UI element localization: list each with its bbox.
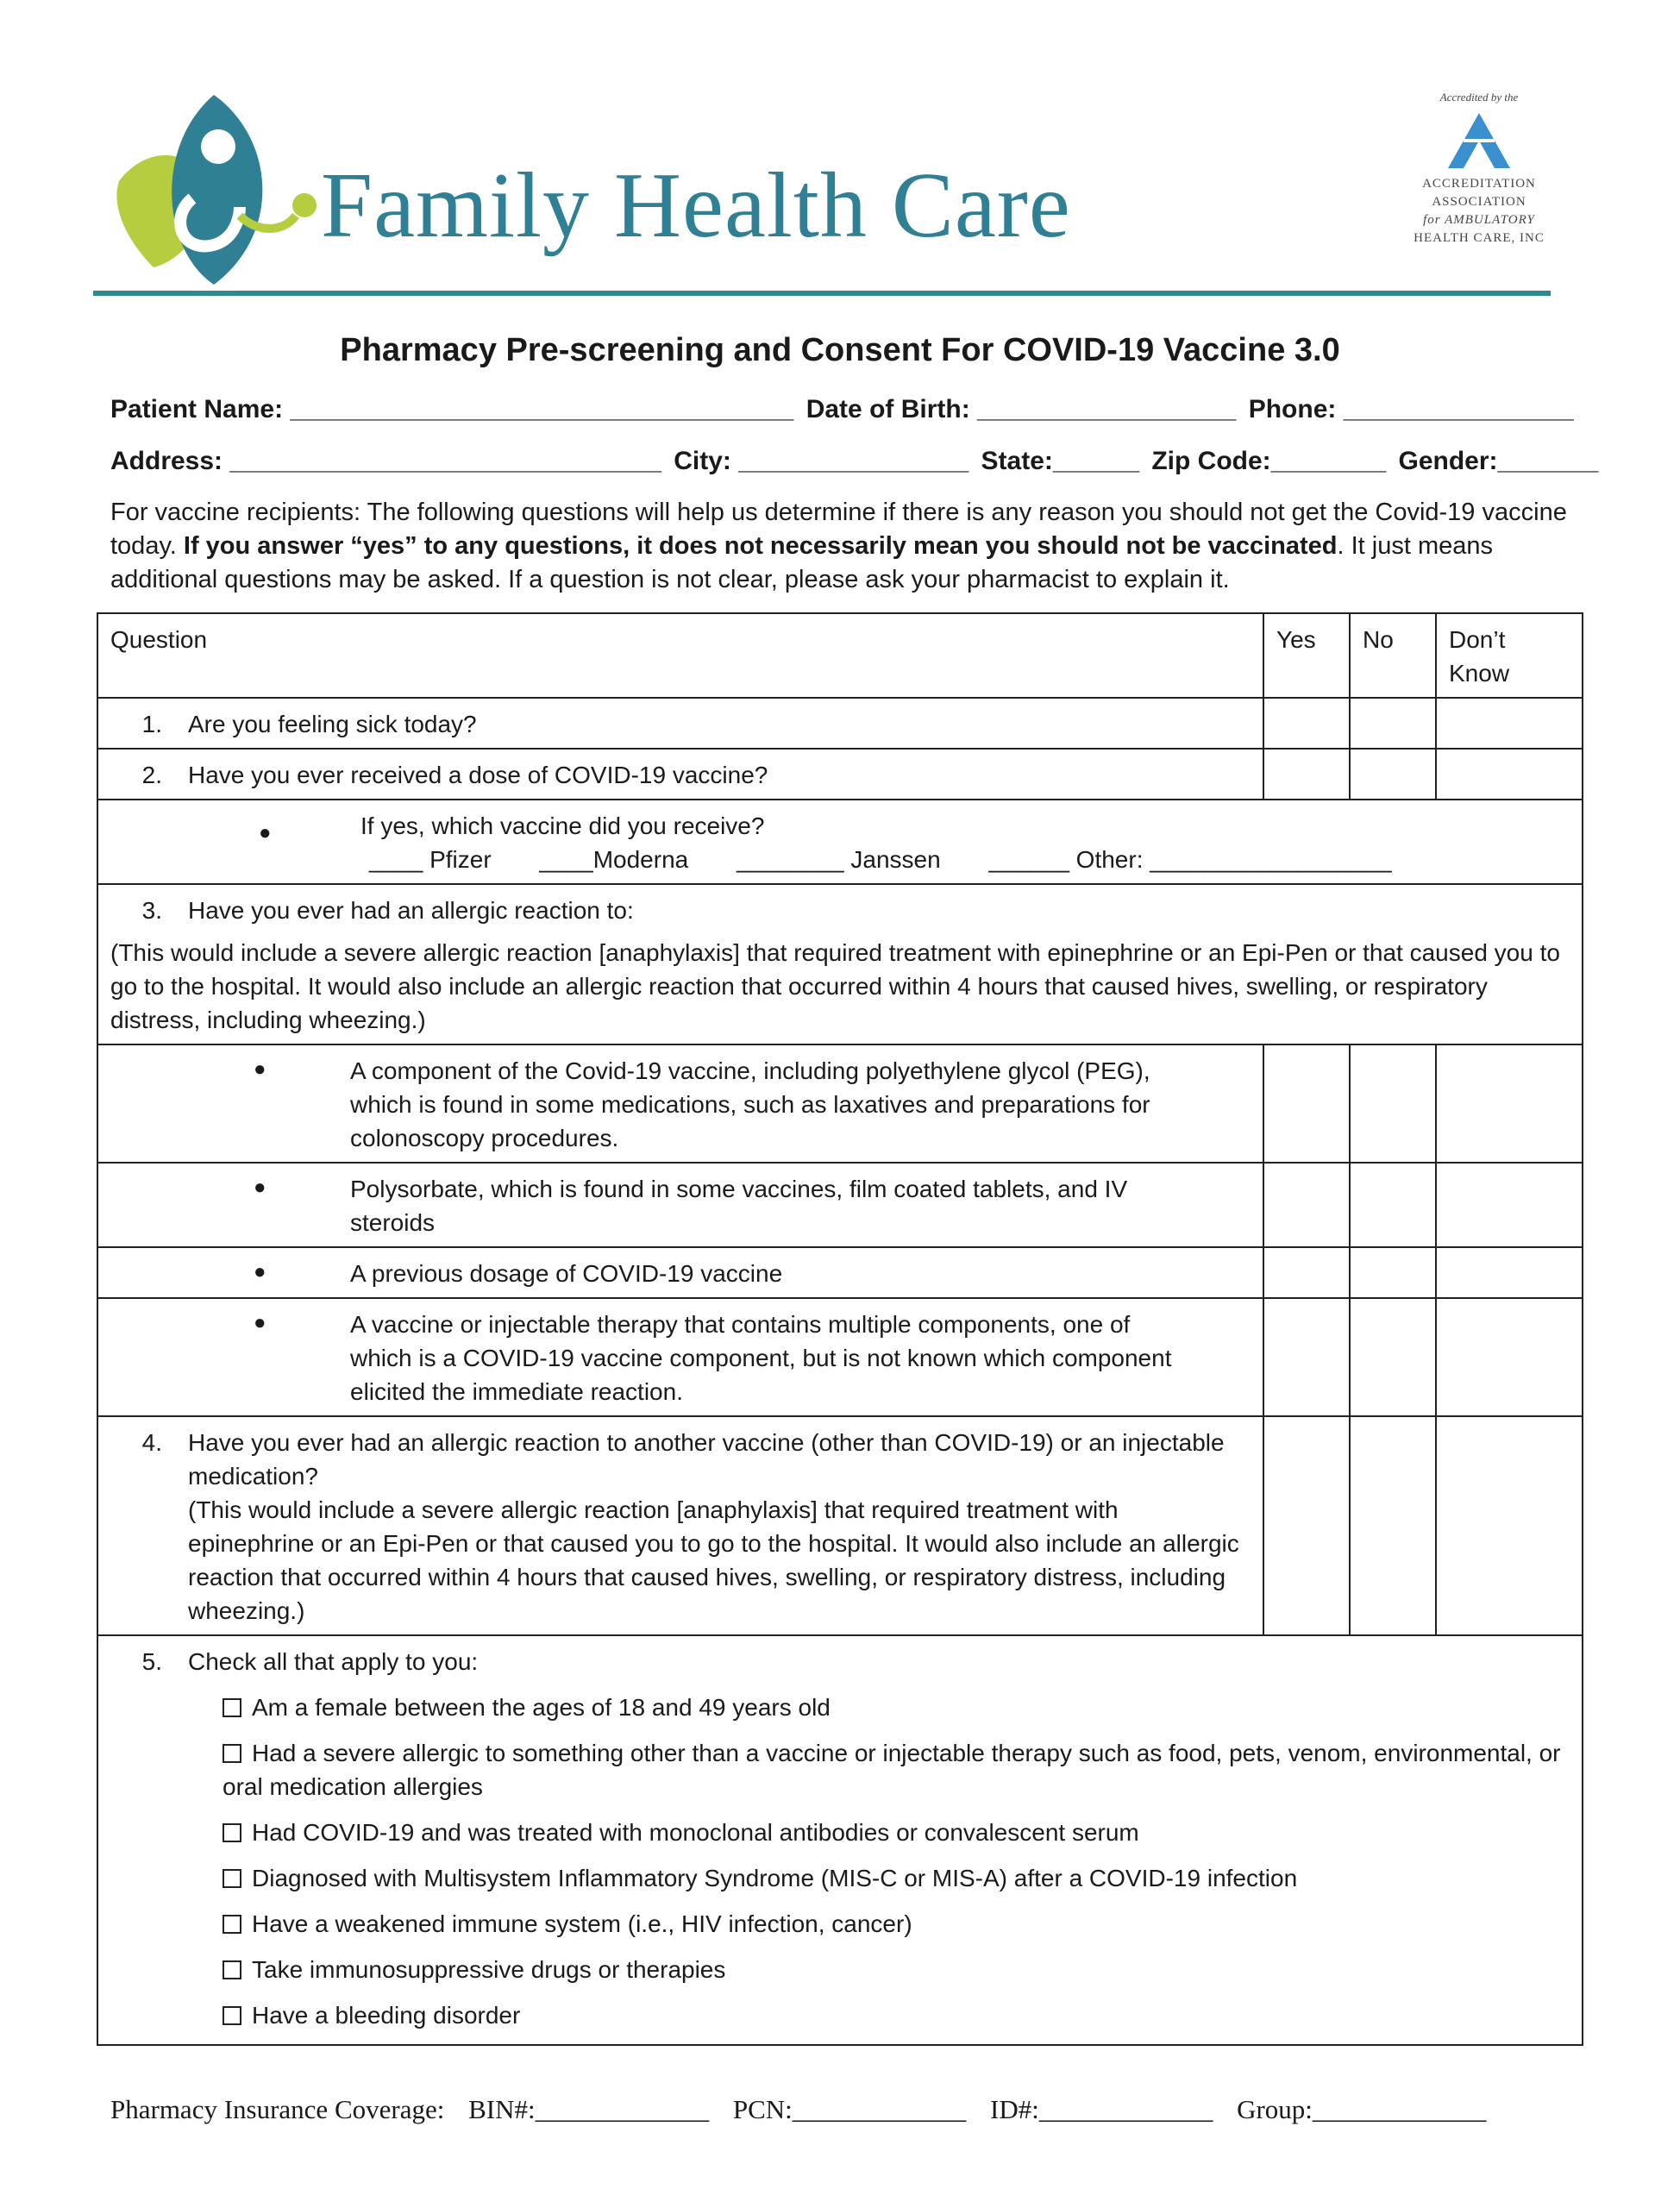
header-yes: Yes [1263,613,1350,698]
accreditation-line: for AMBULATORY [1423,213,1535,227]
answer-dont-know-cell[interactable] [1436,1044,1583,1163]
answer-dont-know-cell[interactable] [1436,1416,1583,1635]
intro-bold: If you answer “yes” to any questions, it does not necessarily mean you should not be vaccinated [183,532,1338,560]
bullet-icon: ● [254,1057,266,1081]
followup-text: If yes, which vaccine did you receive? [360,812,765,839]
checkbox-icon[interactable] [223,1869,241,1888]
answer-no-cell[interactable] [1350,1247,1436,1298]
question-text: Have you ever had an allergic reaction to: [188,897,634,924]
question-3-item [97,1247,1263,1298]
bullet-icon: ● [259,821,272,844]
accreditation-line: ASSOCIATION [1432,195,1526,209]
answer-yes-cell[interactable] [1263,1298,1350,1416]
question-number: 5. [141,1648,162,1675]
answer-yes-cell[interactable] [1263,1163,1350,1247]
intro-part-2: . It just means additional questions may be asked. If a question is not clear, please ask your pharmacist to explain it. [110,532,1493,593]
checkbox-icon[interactable] [223,1823,241,1842]
question-3-note: (This would include a severe allergic reaction [anaphylaxis] that required treatment with epinephrine or an Epi-Pen or that caused you to go to the hospital. It would also include an allergic reaction that occurred within 4 hours that caused hives, swelling, or respiratory distress, including wheezing.) [110,939,1560,1033]
table-row [97,698,1583,749]
triangle-accreditation-icon [1448,113,1510,168]
option-janssen[interactable]: ________ Janssen [737,846,941,873]
address-field[interactable]: Address: ______________________________ [110,447,661,475]
patient-fields-row-1 [110,395,1579,424]
answer-no-cell[interactable] [1350,749,1436,800]
table-row [97,1163,1583,1247]
table-header-row [97,613,1583,698]
header-no: No [1350,613,1436,698]
question-1 [97,698,1263,749]
checkbox-label: Diagnosed with Multisystem Inflammatory Syndrome (MIS-C or MIS-A) after a COVID-19 infection [252,1865,1298,1891]
group-field[interactable]: Group:_____________ [1237,2094,1487,2124]
table-row [97,884,1583,1044]
checkbox-item[interactable] [223,1736,1570,1803]
answer-no-cell[interactable] [1350,1163,1436,1247]
accreditation-line: HEALTH CARE, INC [1414,231,1545,245]
question-2 [97,749,1263,800]
header-dont-know: Don’t Know [1436,613,1583,698]
answer-dont-know-cell[interactable] [1436,749,1583,800]
question-table [97,612,1583,2046]
item-text: Polysorbate, which is found in some vaccines, film coated tablets, and IV steroids [350,1176,1128,1236]
answer-no-cell[interactable] [1350,698,1436,749]
checkbox-label: Had COVID-19 and was treated with monoclonal antibodies or convalescent serum [252,1819,1139,1846]
table-row [97,1298,1583,1416]
question-5-heading [110,1645,1570,1678]
state-field[interactable]: State:______ [981,447,1140,475]
gender-field[interactable]: Gender:_______ [1398,447,1599,475]
answer-yes-cell[interactable] [1263,1247,1350,1298]
bullet-icon: ● [254,1311,266,1334]
item-text: A previous dosage of COVID-19 vaccine [350,1260,783,1287]
checkbox-item[interactable] [223,1907,1570,1941]
question-number: 1. [141,711,162,737]
question-number: 4. [141,1429,162,1456]
table-row [97,800,1583,884]
question-3 [97,884,1583,1044]
answer-dont-know-cell[interactable] [1436,1163,1583,1247]
brand-name: Family Health Care [321,154,1071,257]
question-number: 2. [141,762,162,788]
city-field[interactable]: City: ________________ [674,447,969,475]
question-4-note: (This would include a severe allergic reaction [anaphylaxis] that required treatment with epinephrine or an Epi-Pen or that caused you to go to the hospital. It would also include an allergic reaction that occurred within 4 hours that caused hives, swelling, or respiratory distress, including wheezing.) [188,1496,1239,1624]
answer-yes-cell[interactable] [1263,698,1350,749]
item-text: A component of the Covid-19 vaccine, including polyethylene glycol (PEG), which is found in some medications, such as laxatives and preparations for colonoscopy procedures. [350,1057,1150,1151]
intro-part-1: For vaccine recipients: The following questions will help us determine if there is any reason you should not get the Covid-19 vaccine today. [110,499,1567,560]
answer-yes-cell[interactable] [1263,1416,1350,1635]
table-row [97,749,1583,800]
patient-name-field[interactable]: Patient Name: ___________________________________ [110,395,794,423]
question-4-body [110,1426,1251,1628]
checkbox-icon[interactable] [223,1698,241,1717]
question-text: Have you ever received a dose of COVID-19 vaccine? [188,762,768,788]
logo-mark-icon [110,86,326,293]
question-3-item [97,1298,1263,1416]
answer-dont-know-cell[interactable] [1436,698,1583,749]
checkbox-item[interactable] [223,1953,1570,1986]
followup-prompt [110,809,1570,843]
patient-fields-row-2 [110,447,1603,476]
accreditation-by: Accredited by the [1439,91,1519,104]
question-4 [97,1416,1263,1635]
table-row [97,1044,1583,1163]
checkbox-label: Take immunosuppressive drugs or therapies [252,1956,726,1983]
checkbox-item[interactable] [223,1861,1570,1895]
answer-no-cell[interactable] [1350,1044,1436,1163]
date-of-birth-field[interactable]: Date of Birth: __________________ [806,395,1237,423]
checkbox-item[interactable] [223,1816,1570,1849]
question-text: Have you ever had an allergic reaction to another vaccine (other than COVID-19) or an injectable medication? [188,1429,1225,1490]
zip-code-field[interactable]: Zip Code:________ [1151,447,1387,475]
insurance-coverage-line [110,2094,1503,2125]
question-text: Are you feeling sick today? [188,711,477,737]
checkbox-icon[interactable] [223,1960,241,1979]
option-moderna[interactable]: ____Moderna [539,846,689,873]
id-field[interactable]: ID#:_____________ [990,2094,1213,2124]
answer-no-cell[interactable] [1350,1416,1436,1635]
question-3-heading [110,894,1570,927]
answer-dont-know-cell[interactable] [1436,1298,1583,1416]
header-question: Question [97,613,1263,698]
question-text: Check all that apply to you: [188,1648,479,1675]
bullet-icon: ● [254,1260,266,1283]
item-text: A vaccine or injectable therapy that contains multiple components, one of which is a COVID-19 vaccine component, but is not known which component elicited the immediate reaction. [350,1311,1172,1405]
answer-no-cell[interactable] [1350,1298,1436,1416]
checkbox-item[interactable] [223,1690,1570,1724]
checkbox-label: Had a severe allergic to something other than a vaccine or injectable therapy such as food, pets, venom, environmental, or oral medication allergies [223,1740,1561,1800]
bin-field[interactable]: BIN#:_____________ [468,2094,710,2124]
question-3-item [97,1044,1263,1163]
checkbox-icon[interactable] [223,1744,241,1763]
page-title: Pharmacy Pre-screening and Consent For COVID-19 Vaccine 3.0 [340,332,1340,368]
checkbox-label: Have a bleeding disorder [252,2002,521,2029]
accreditation-line: ACCREDITATION [1422,177,1536,191]
insurance-label: Pharmacy Insurance Coverage: [110,2094,445,2124]
intro-text [110,496,1577,597]
question-3-item [97,1163,1263,1247]
table-row [97,1247,1583,1298]
answer-yes-cell[interactable] [1263,1044,1350,1163]
option-pfizer[interactable]: ____ Pfizer [369,846,492,873]
table-row [97,1416,1583,1635]
checkbox-label: Have a weakened immune system (i.e., HIV infection, cancer) [252,1910,912,1937]
checkbox-icon[interactable] [223,2006,241,2025]
question-4-content [188,1426,1251,1628]
accreditation-badge [1406,91,1552,248]
option-other[interactable]: ______ Other: __________________ [988,846,1392,873]
checkbox-icon[interactable] [223,1915,241,1934]
header-divider [93,291,1551,296]
checkbox-item[interactable] [223,1998,1570,2032]
answer-dont-know-cell[interactable] [1436,1247,1583,1298]
table-row [97,1635,1583,2045]
bullet-icon: ● [254,1176,266,1199]
phone-field[interactable]: Phone: ________________ [1248,395,1574,423]
pcn-field[interactable]: PCN:_____________ [732,2094,967,2124]
answer-yes-cell[interactable] [1263,749,1350,800]
question-number: 3. [141,897,162,924]
vaccine-options [110,843,1570,876]
question-2-followup [97,800,1583,884]
question-5 [97,1635,1583,2045]
checkbox-label: Am a female between the ages of 18 and 49 years old [252,1694,831,1721]
